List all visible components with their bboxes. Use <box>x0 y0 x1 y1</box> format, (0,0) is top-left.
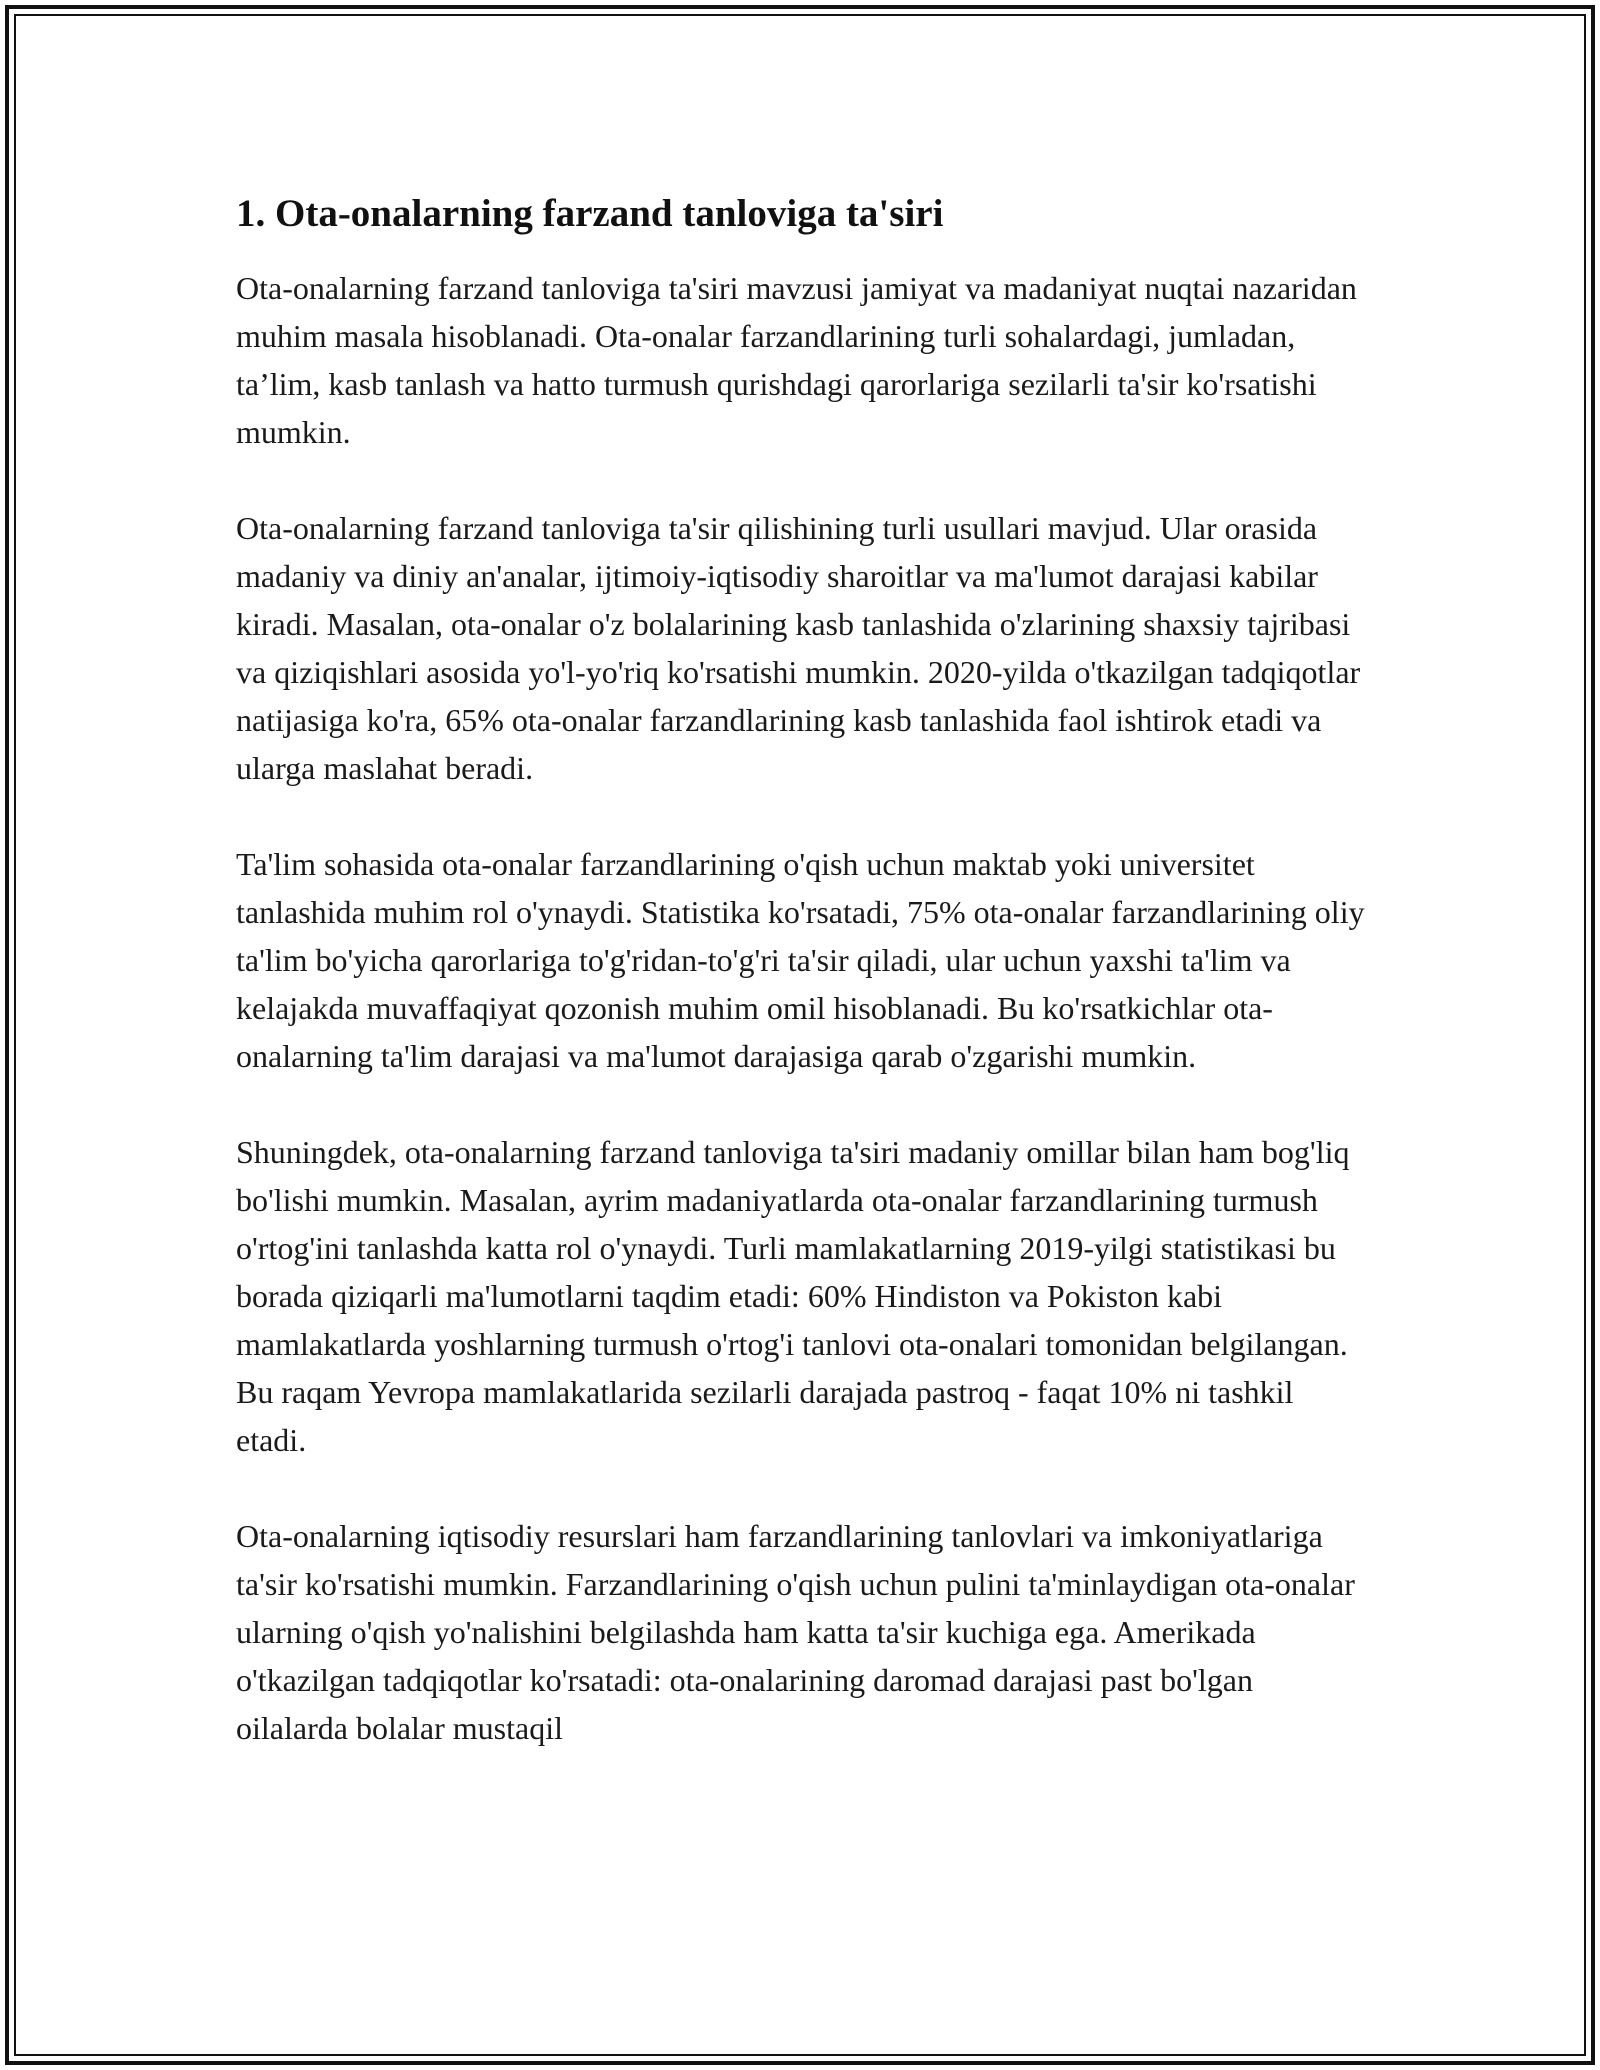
paragraph-culture: Shuningdek, ota-onalarning farzand tanloviga ta'siri madaniy omillar bilan ham bog'liq bo'lishi mumkin. Masalan, ayrim madaniyatlarda ota-onalar farzandlarining turmush o'rtog'ini tanlashda katta rol o'ynaydi. Turli mamlakatlarning 2019-yilgi statistikasi bu borada qiziqarli ma'lumotlarni taqdim etadi: 60% Hindiston va Pokiston kabi mamlakatlarda yoshlarning turmush o'rtog'i tanlovi ota-onalari tomonidan belgilangan. Bu raqam Yevropa mamlakatlarida sezilarli darajada pastroq - faqat 10% ni tashkil etadi. <box>236 1134 1350 1458</box>
paragraph-methods: Ota-onalarning farzand tanloviga ta'sir qilishining turli usullari mavjud. Ular orasida madaniy va diniy an'analar, ijtimoiy-iqtisodiy sharoitlar va ma'lumot darajasi kabilar kiradi. Masalan, ota-onalar o'z bolalarining kasb tanlashida o'zlarining shaxsiy tajribasi va qiziqishlari asosida yo'l-yo'riq ko'rsatishi mumkin. 2020-yilda o'tkazilgan tadqiqotlar natijasiga ko'ra, 65% ota-onalar farzandlarining kasb tanlashida faol ishtirok etadi va ularga maslahat beradi. <box>236 510 1361 786</box>
document-body <box>236 188 1366 1800</box>
paragraph-economics: Ota-onalarning iqtisodiy resurslari ham farzandlarining tanlovlari va imkoniyatlariga ta'sir ko'rsatishi mumkin. Farzandlarining o'qish uchun pulini ta'minlaydigan ota-onalar ularning o'qish yo'nalishini belgilashda ham katta ta'sir kuchiga ega. Amerikada o'tkazilgan tadqiqotlar ko'rsatadi: ota-onalarining daromad darajasi past bo'lgan oilalarda bolalar mustaqil <box>236 1518 1355 1746</box>
section-heading: 1. Ota-onalarning farzand tanloviga ta'siri <box>236 192 944 235</box>
paragraph-intro: Ota-onalarning farzand tanloviga ta'siri mavzusi jamiyat va madaniyat nuqtai nazaridan muhim masala hisoblanadi. Ota-onalar farzandlarining turli sohalardagi, jumladan, ta’lim, kasb tanlash va hatto turmush qurishdagi qarorlariga sezilarli ta'sir ko'rsatishi mumkin. <box>236 270 1357 450</box>
paragraph-education: Ta'lim sohasida ota-onalar farzandlarining o'qish uchun maktab yoki universitet tanlashida muhim rol o'ynaydi. Statistika ko'rsatadi, 75% ota-onalar farzandlarining oliy ta'lim bo'yicha qarorlariga to'g'ridan-to'g'ri ta'sir qiladi, ular uchun yaxshi ta'lim va kelajakda muvaffaqiyat qozonish muhim omil hisoblanadi. Bu ko'rsatkichlar ota-onalarning ta'lim darajasi va ma'lumot darajasiga qarab o'zgarishi mumkin. <box>236 846 1365 1074</box>
